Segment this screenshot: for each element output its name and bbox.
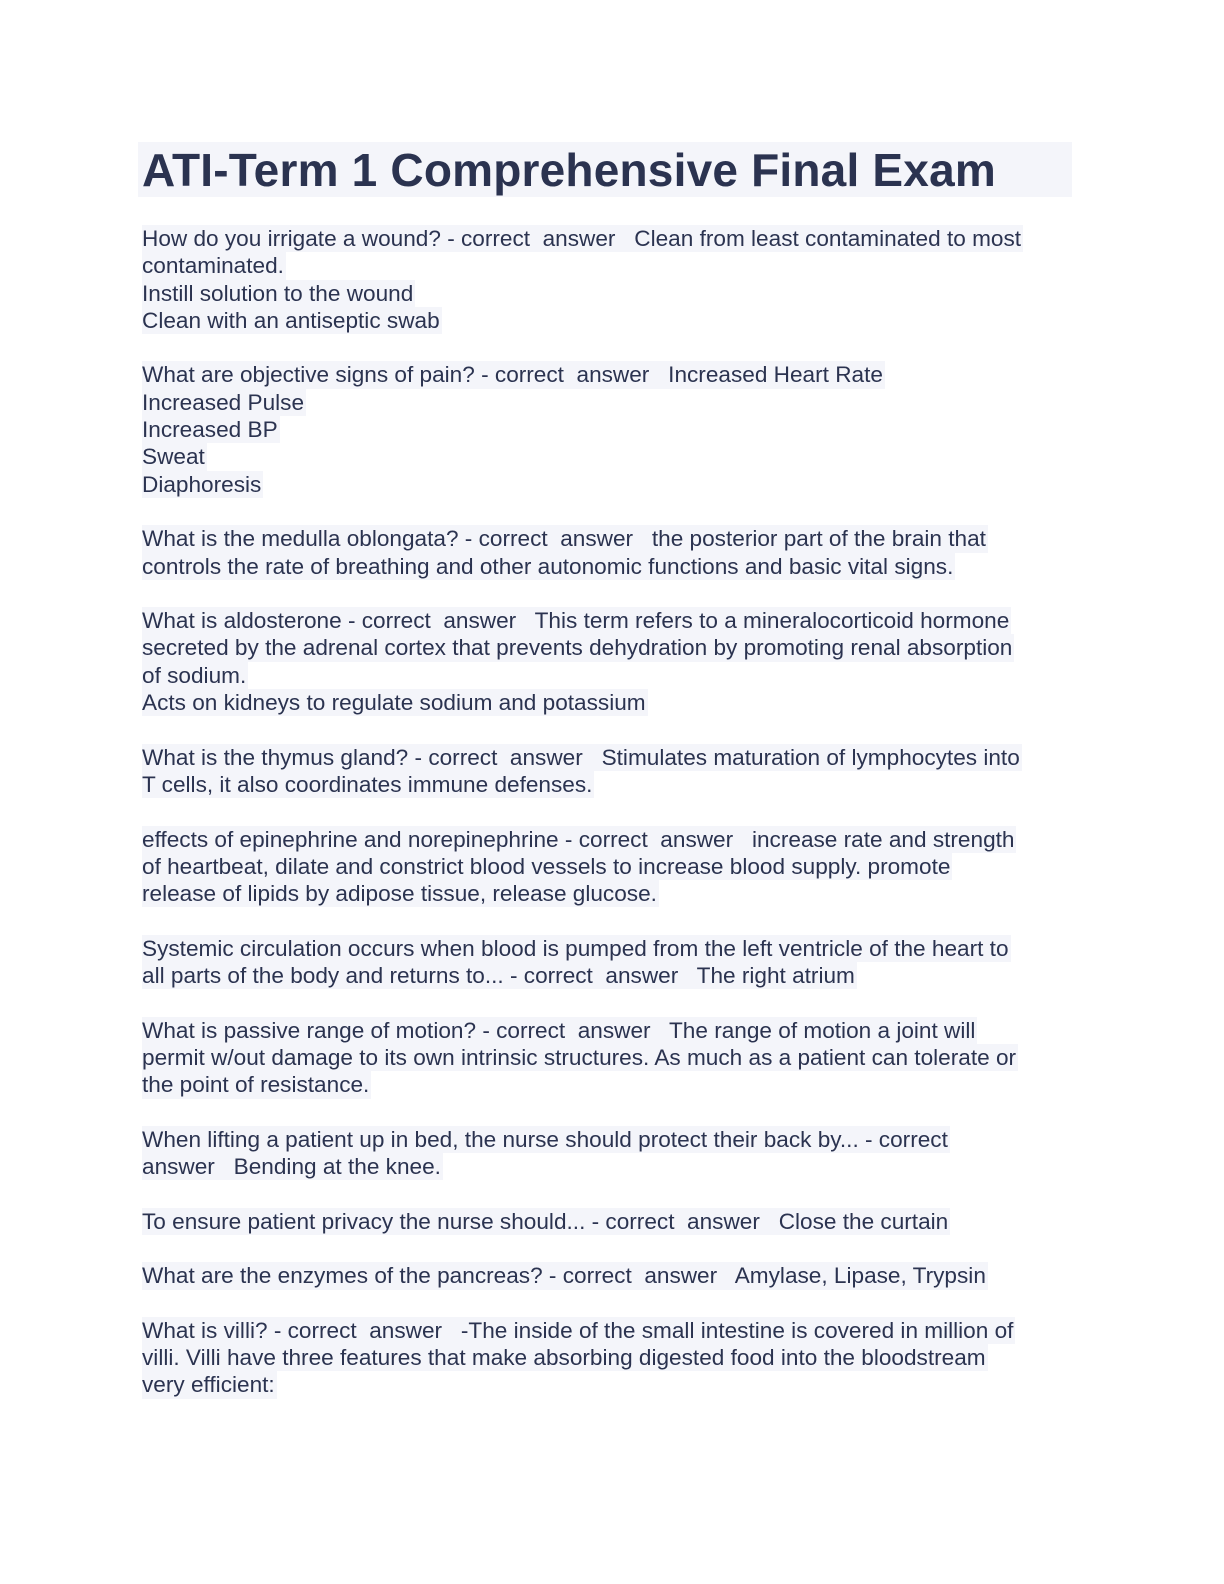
qa-entry <box>142 1317 1082 1399</box>
qa-text: Clean with an antiseptic swab <box>142 307 440 333</box>
qa-text: of heartbeat, dilate and constrict blood vessels to increase blood supply. promote <box>142 853 951 879</box>
qa-line <box>142 662 1082 689</box>
qa-line <box>142 280 1082 307</box>
qa-line <box>142 443 1082 470</box>
qa-line <box>142 771 1082 798</box>
qa-text: permit w/out damage to its own intrinsic structures. As much as a patient can tolerate or <box>142 1044 1017 1070</box>
qa-line <box>142 1017 1082 1044</box>
qa-text: secreted by the adrenal cortex that prevents dehydration by promoting renal absorption <box>142 635 1013 661</box>
qa-text: villi. Villi have three features that make absorbing digested food into the bloodstream <box>142 1345 986 1371</box>
qa-text: answer Bending at the knee. <box>142 1154 441 1180</box>
qa-line <box>142 1208 1082 1235</box>
qa-line <box>142 1071 1082 1098</box>
qa-entry <box>142 1208 1082 1235</box>
qa-text: controls the rate of breathing and other autonomic functions and basic vital signs. <box>142 553 954 579</box>
qa-line <box>142 1344 1082 1371</box>
qa-text: What is villi? - correct answer -The inside of the small intestine is covered in million of <box>142 1317 1014 1343</box>
qa-entry <box>142 525 1082 580</box>
qa-line <box>142 525 1082 552</box>
qa-entry <box>142 361 1082 497</box>
qa-line <box>142 1044 1082 1071</box>
qa-text: What is the medulla oblongata? - correct answer the posterior part of the brain that <box>142 526 986 552</box>
qa-line <box>142 553 1082 580</box>
qa-entry <box>142 935 1082 990</box>
qa-line <box>142 361 1082 388</box>
qa-text: Increased BP <box>142 417 278 443</box>
qa-line <box>142 935 1082 962</box>
qa-line <box>142 634 1082 661</box>
qa-line <box>142 1153 1082 1180</box>
qa-line <box>142 880 1082 907</box>
qa-text: effects of epinephrine and norepinephrine - correct answer increase rate and strength <box>142 826 1015 852</box>
qa-line <box>142 1371 1082 1398</box>
qa-entry <box>142 607 1082 716</box>
qa-line <box>142 307 1082 334</box>
qa-line <box>142 962 1082 989</box>
qa-line <box>142 1126 1082 1153</box>
qa-entry <box>142 1262 1082 1289</box>
document-title: ATI-Term 1 Comprehensive Final Exam <box>142 144 996 196</box>
qa-line <box>142 389 1082 416</box>
qa-line <box>142 416 1082 443</box>
qa-line <box>142 1317 1082 1344</box>
qa-entry <box>142 744 1082 799</box>
qa-text: Acts on kidneys to regulate sodium and potassium <box>142 690 646 716</box>
qa-line <box>142 689 1082 716</box>
qa-text: What is aldosterone - correct answer This term refers to a mineralocorticoid hormone <box>142 608 1010 634</box>
qa-text: Diaphoresis <box>142 471 262 497</box>
qa-entry <box>142 1017 1082 1099</box>
qa-line <box>142 853 1082 880</box>
title-highlight <box>138 142 1072 197</box>
qa-text: What are the enzymes of the pancreas? - correct answer Amylase, Lipase, Trypsin <box>142 1263 986 1289</box>
qa-line <box>142 744 1082 771</box>
qa-entry <box>142 225 1082 334</box>
qa-text: Systemic circulation occurs when blood is pumped from the left ventricle of the heart to <box>142 935 1009 961</box>
qa-list <box>142 225 1082 1426</box>
qa-entry <box>142 1126 1082 1181</box>
qa-text: What is the thymus gland? - correct answer Stimulates maturation of lymphocytes into <box>142 744 1020 770</box>
qa-text: very efficient: <box>142 1372 275 1398</box>
qa-text: How do you irrigate a wound? - correct answer Clean from least contaminated to most <box>142 226 1022 251</box>
qa-entry <box>142 826 1082 908</box>
qa-text: the point of resistance. <box>142 1072 370 1098</box>
qa-text: Increased Pulse <box>142 389 305 415</box>
qa-line <box>142 225 1082 252</box>
qa-text: contaminated. <box>142 253 284 279</box>
qa-text: of sodium. <box>142 662 247 688</box>
qa-text: Sweat <box>142 444 205 470</box>
qa-line <box>142 607 1082 634</box>
qa-text: Instill solution to the wound <box>142 280 414 306</box>
qa-text: T cells, it also coordinates immune defenses. <box>142 771 593 797</box>
qa-text: To ensure patient privacy the nurse should... - correct answer Close the curtain <box>142 1208 949 1234</box>
qa-text: What is passive range of motion? - correct answer The range of motion a joint will <box>142 1017 976 1043</box>
qa-line <box>142 252 1082 279</box>
qa-text: all parts of the body and returns to... - correct answer The right atrium <box>142 963 855 989</box>
qa-line <box>142 1262 1082 1289</box>
qa-line <box>142 471 1082 498</box>
qa-text: When lifting a patient up in bed, the nurse should protect their back by... - correct <box>142 1126 948 1152</box>
qa-text: What are objective signs of pain? - correct answer Increased Heart Rate <box>142 362 883 388</box>
qa-line <box>142 826 1082 853</box>
qa-text: release of lipids by adipose tissue, release glucose. <box>142 881 657 907</box>
